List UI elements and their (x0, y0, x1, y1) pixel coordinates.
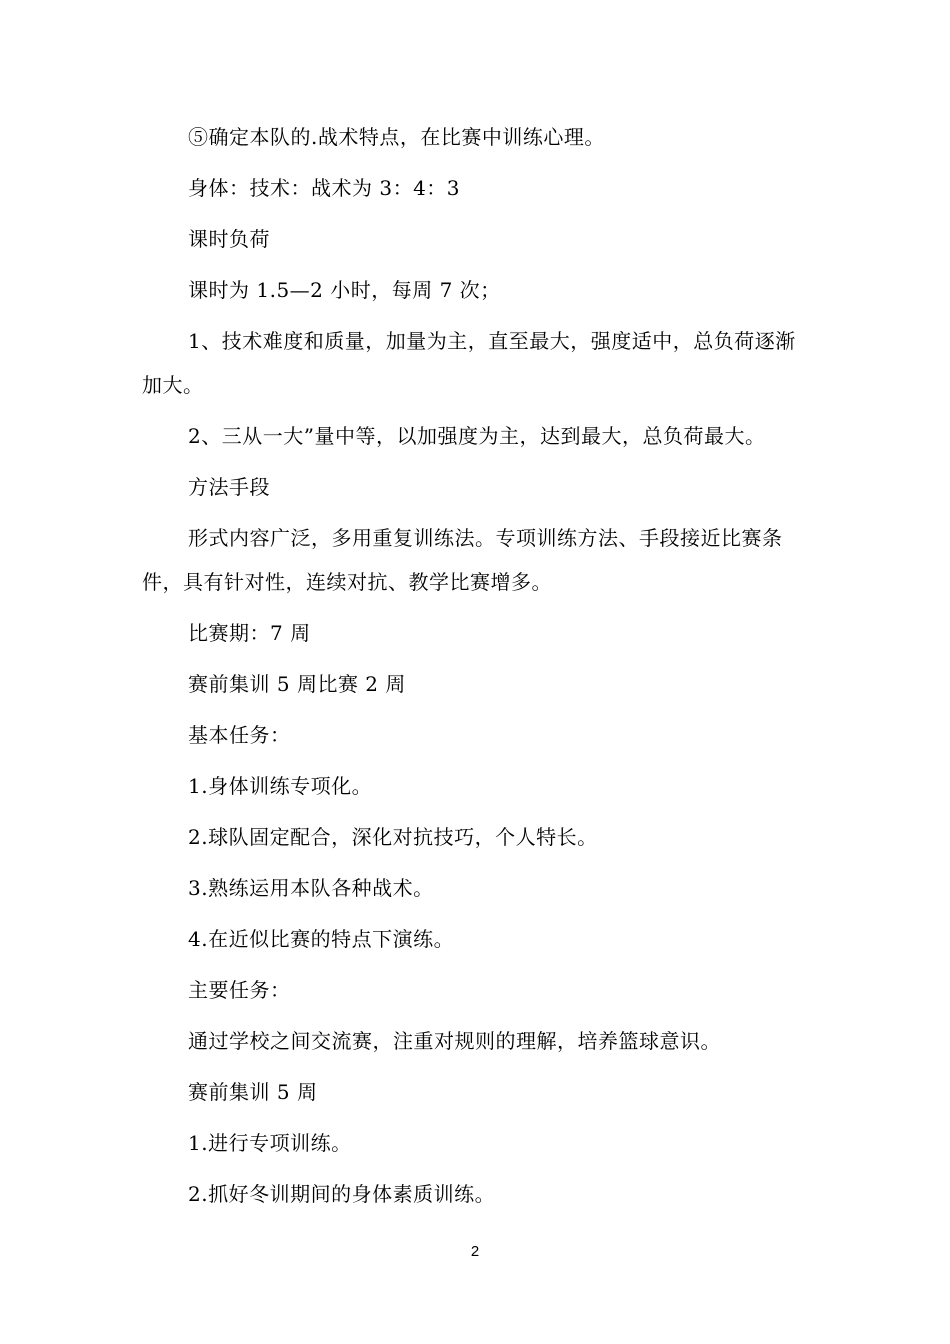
paragraph-main-tasks: 通过学校之间交流赛，注重对规则的理解，培养篮球意识。 (188, 1029, 721, 1053)
list-item-basic-task-4: 4.在近似比赛的特点下演练。 (188, 927, 455, 951)
heading-class-load: 课时负荷 (188, 227, 270, 251)
document-body (142, 115, 810, 1223)
list-item-training-2: 2.抓好冬训期间的身体素质训练。 (188, 1182, 496, 1206)
heading-main-tasks: 主要任务： (188, 978, 291, 1002)
paragraph-training-ratio: 身体：技术：战术为 3：4：3 (188, 176, 461, 200)
list-item-training-1: 1.进行专项训练。 (188, 1131, 352, 1155)
paragraph-load-item-1: 1、技术难度和质量，加量为主，直至最大，强度适中，总负荷逐渐加大。 (142, 329, 796, 397)
list-item-basic-task-3: 3.熟练运用本队各种战术。 (188, 876, 434, 900)
heading-pre-competition-training: 赛前集训 5 周 (188, 1080, 318, 1104)
heading-basic-tasks: 基本任务： (188, 723, 291, 747)
paragraph-competition-period: 比赛期：7 周 (188, 621, 311, 645)
paragraph-load-item-2: 2、三从一大”量中等，以加强度为主，达到最大，总负荷最大。 (188, 424, 766, 448)
list-item-basic-task-2: 2.球队固定配合，深化对抗技巧，个人特长。 (188, 825, 598, 849)
list-item-basic-task-1: 1.身体训练专项化。 (188, 774, 373, 798)
page-number: 2 (470, 1243, 480, 1260)
paragraph-class-hours: 课时为 1.5—2 小时，每周 7 次； (188, 278, 501, 302)
paragraph-methods: 形式内容广泛，多用重复训练法。专项训练方法、手段接近比赛条件，具有针对性，连续对抗、教学比赛增多。 (142, 526, 783, 594)
paragraph-team-tactics: ⑤确定本队的.战术特点，在比赛中训练心理。 (188, 125, 605, 149)
paragraph-pre-competition-schedule: 赛前集训 5 周比赛 2 周 (188, 672, 406, 696)
heading-methods: 方法手段 (188, 475, 270, 499)
